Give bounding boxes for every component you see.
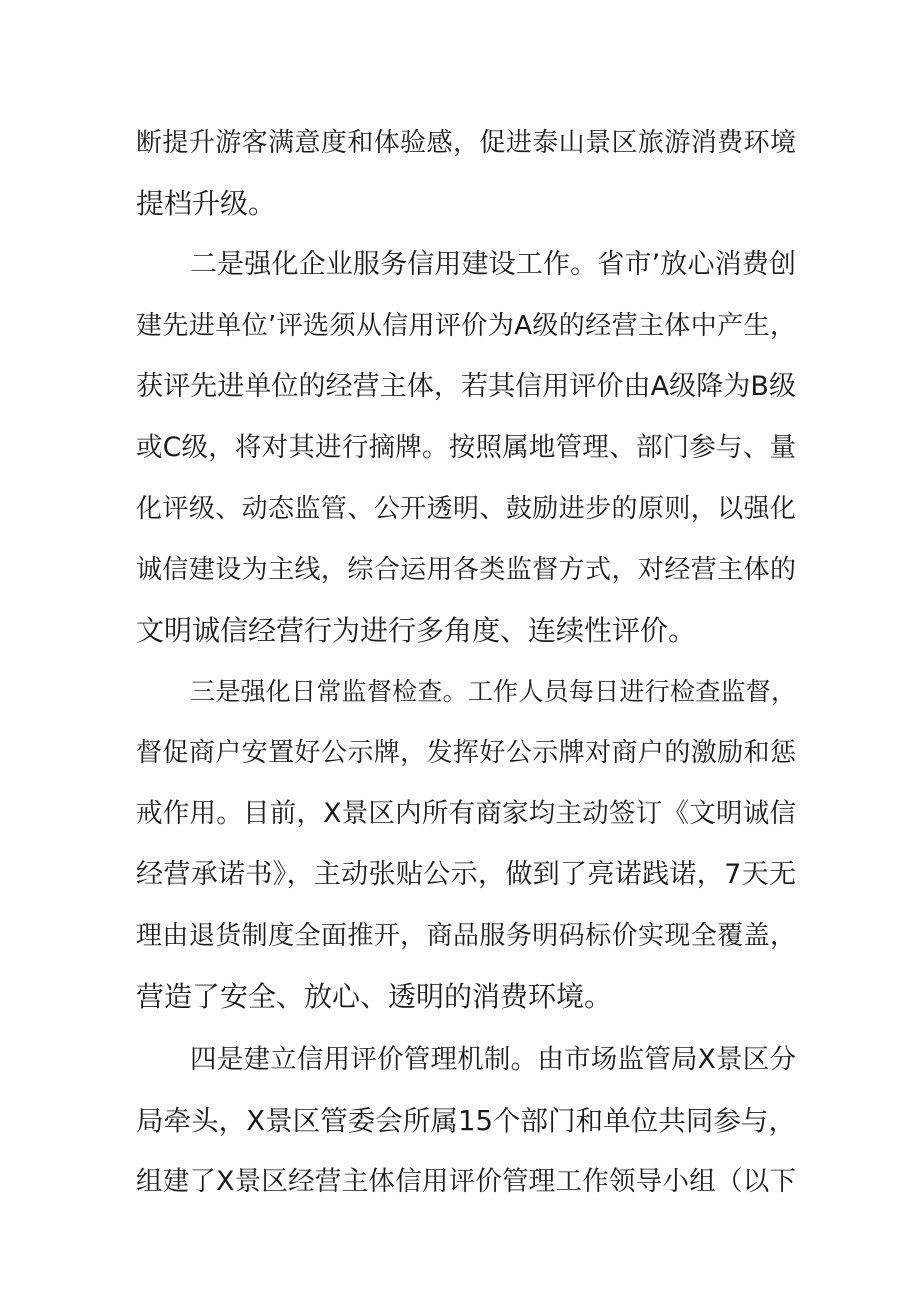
paragraph-first-line: 四是建立信用评价管理机制。由市场监管局X景区分 bbox=[190, 1044, 796, 1075]
paragraph-first-line: 二是强化企业服务信用建设工作。省市’放心消费创 bbox=[190, 249, 796, 280]
text-line: 化评级、动态监管、公开透明、鼓励进步的原则，以强化 bbox=[136, 494, 796, 524]
text-line: 经营承诺书》，主动张贴公示，做到了亮诺践诺，7天无 bbox=[136, 859, 796, 890]
text-line: 局牵头，X景区管委会所属15个部门和单位共同参与， bbox=[136, 1105, 796, 1137]
text-line: 组建了X景区经营主体信用评价管理工作领导小组（以下 bbox=[136, 1166, 796, 1197]
paragraph-first-line: 三是强化日常监督检查。工作人员每日进行检查监督， bbox=[190, 677, 796, 706]
text-line: 理由退货制度全面推开，商品服务明码标价实现全覆盖， bbox=[136, 921, 796, 951]
text-line: 或C级，将对其进行摘牌。按照属地管理、部门参与、量 bbox=[136, 432, 796, 463]
text-line: 营造了安全、放心、透明的消费环境。 bbox=[136, 980, 613, 1013]
text-line: 诚信建设为主线，综合运用各类监督方式，对经营主体的 bbox=[136, 555, 796, 585]
text-line: 督促商户安置好公示牌，发挥好公示牌对商户的激励和惩 bbox=[136, 738, 796, 768]
text-line: 获评先进单位的经营主体，若其信用评价由A级降为B级 bbox=[136, 371, 796, 402]
text-line: 建先进单位’评选须从信用评价为A级的经营主体中产生， bbox=[136, 311, 796, 341]
text-line: 戒作用。目前，X景区内所有商家均主动签订《文明诚信 bbox=[136, 798, 796, 829]
text-line: 文明诚信经营行为进行多角度、连续性评价。 bbox=[136, 614, 697, 647]
text-line: 提档升级。 bbox=[136, 187, 277, 220]
text-line: 断提升游客满意度和体验感，促进泰山景区旅游消费环境 bbox=[136, 128, 796, 158]
